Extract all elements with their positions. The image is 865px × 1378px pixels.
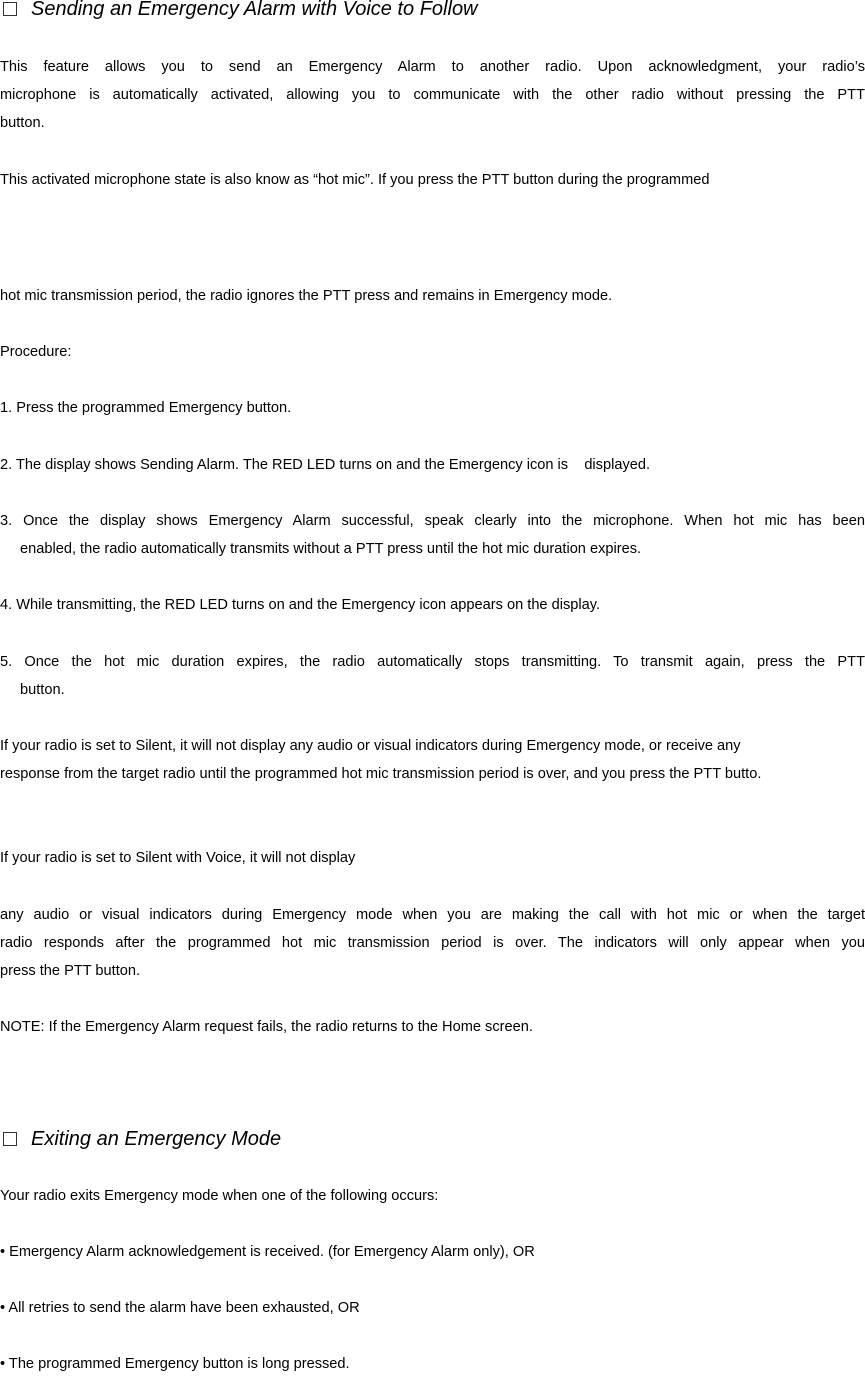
note-text: NOTE: If the Emergency Alarm request fails, the radio returns to the Home screen. <box>0 1019 533 1035</box>
paragraph-line: button. <box>0 115 45 131</box>
paragraph-line: This activated microphone state is also know as “hot mic”. If you press the PTT button during the programmed <box>0 172 710 188</box>
paragraph-line: response from the target radio until the programmed hot mic transmission period is over, and you press the PTT butto. <box>0 766 762 782</box>
section-heading-exiting-emergency <box>0 1125 281 1153</box>
checkbox-square-icon <box>3 1132 17 1146</box>
section-title: Sending an Emergency Alarm with Voice to Follow <box>31 0 478 20</box>
paragraph-line: hot mic transmission period, the radio ignores the PTT press and remains in Emergency mode. <box>0 288 613 304</box>
paragraph-line: If your radio is set to Silent, it will not display any audio or visual indicators during Emergency mode, or receive any <box>0 738 741 754</box>
paragraph-line: radio responds after the programmed hot mic transmission period is over. The indicators will only appear when you <box>0 935 865 951</box>
procedure-step: 1. Press the programmed Emergency button. <box>0 400 292 416</box>
procedure-step: 4. While transmitting, the RED LED turns on and the Emergency icon appears on the display. <box>0 597 601 613</box>
section-heading-sending-alarm <box>0 0 478 23</box>
paragraph-line: microphone is automatically activated, allowing you to communicate with the other radio without pressing the PTT <box>0 87 865 103</box>
procedure-step-continued: button. <box>20 682 65 698</box>
paragraph-line: Your radio exits Emergency mode when one of the following occurs: <box>0 1188 439 1204</box>
bullet-item: • The programmed Emergency button is long pressed. <box>0 1356 350 1372</box>
procedure-step: 5. Once the hot mic duration expires, the radio automatically stops transmitting. To transmit again, press the PTT <box>0 654 865 670</box>
paragraph-line: any audio or visual indicators during Emergency mode when you are making the call with hot mic or when the target <box>0 907 865 923</box>
section-title: Exiting an Emergency Mode <box>31 1128 282 1150</box>
procedure-step: 3. Once the display shows Emergency Alarm successful, speak clearly into the microphone. When hot mic has been <box>0 513 865 529</box>
procedure-step: 2. The display shows Sending Alarm. The RED LED turns on and the Emergency icon is displayed. <box>0 457 651 473</box>
checkbox-square-icon <box>3 2 17 16</box>
bullet-item: • Emergency Alarm acknowledgement is received. (for Emergency Alarm only), OR <box>0 1244 535 1260</box>
procedure-step-continued: enabled, the radio automatically transmits without a PTT press until the hot mic duration expires. <box>20 541 642 557</box>
paragraph-line: If your radio is set to Silent with Voice, it will not display <box>0 850 356 866</box>
paragraph-line: press the PTT button. <box>0 963 141 979</box>
paragraph-line: This feature allows you to send an Emergency Alarm to another radio. Upon acknowledgment, your radio’s <box>0 59 865 75</box>
procedure-label: Procedure: <box>0 344 72 360</box>
bullet-item: • All retries to send the alarm have been exhausted, OR <box>0 1300 360 1316</box>
